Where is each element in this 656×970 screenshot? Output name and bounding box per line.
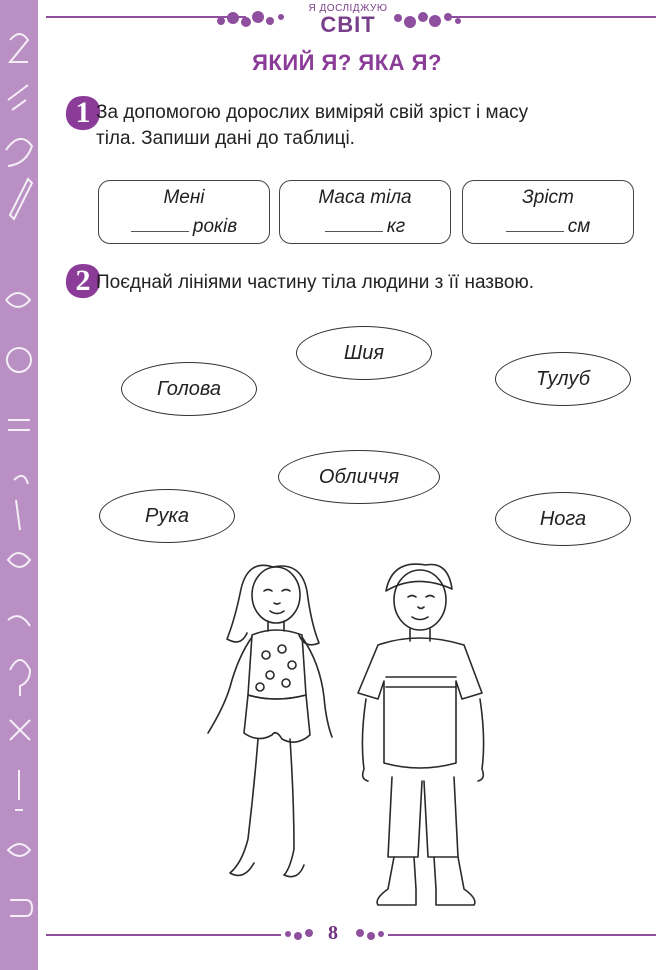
girl-figure: [208, 565, 332, 876]
footer-rule-left: [46, 934, 281, 936]
height-unit: см: [567, 216, 591, 237]
label-head[interactable]: Голова: [121, 362, 257, 416]
page-title: ЯКИЙ Я? ЯКА Я?: [252, 50, 442, 75]
label-torso[interactable]: Тулуб: [495, 352, 631, 406]
section-word: СВІТ: [320, 12, 376, 37]
decorative-side-strip: [0, 0, 38, 970]
age-input-blank[interactable]: [131, 215, 189, 232]
age-box-label: Мені: [163, 187, 205, 208]
weight-unit: кг: [386, 216, 406, 237]
task-1-instructions: [96, 100, 656, 152]
footer-rule-right: [388, 934, 656, 936]
task-2-instructions: Поєднай лініями частину тіла людини з її назвою.: [96, 272, 534, 293]
label-neck[interactable]: Шия: [296, 326, 432, 380]
age-box: [98, 180, 270, 244]
height-box: [462, 180, 634, 244]
header-dots-left-icon: [213, 8, 293, 30]
task-1-text-line-1: За допомогою дорослих виміряй свій зріст і масу: [96, 102, 529, 123]
weight-box-label: Маса тіла: [318, 187, 412, 208]
weight-input-blank[interactable]: [325, 215, 383, 232]
task-1-text-line-2: тіла. Запиши дані до таблиці.: [96, 128, 355, 149]
age-unit: років: [192, 216, 238, 237]
label-arm[interactable]: Рука: [99, 489, 235, 543]
height-input-blank[interactable]: [506, 215, 564, 232]
section-tag: Я ДОСЛІДЖУЮ: [308, 3, 388, 14]
task-1-number: 1: [75, 96, 91, 129]
height-box-label: Зріст: [522, 187, 574, 208]
worksheet-page: [38, 0, 656, 970]
footer-dots-right-icon: [350, 924, 390, 944]
header-rule-right: [450, 16, 656, 18]
footer-dots-left-icon: [280, 924, 320, 944]
label-leg[interactable]: Нога: [495, 492, 631, 546]
weight-box: [279, 180, 451, 244]
label-face[interactable]: Обличчя: [278, 450, 440, 504]
boy-figure: [358, 564, 484, 905]
children-illustration: [188, 545, 508, 915]
task-2-number: 2: [75, 264, 91, 297]
page-number: 8: [328, 922, 338, 944]
